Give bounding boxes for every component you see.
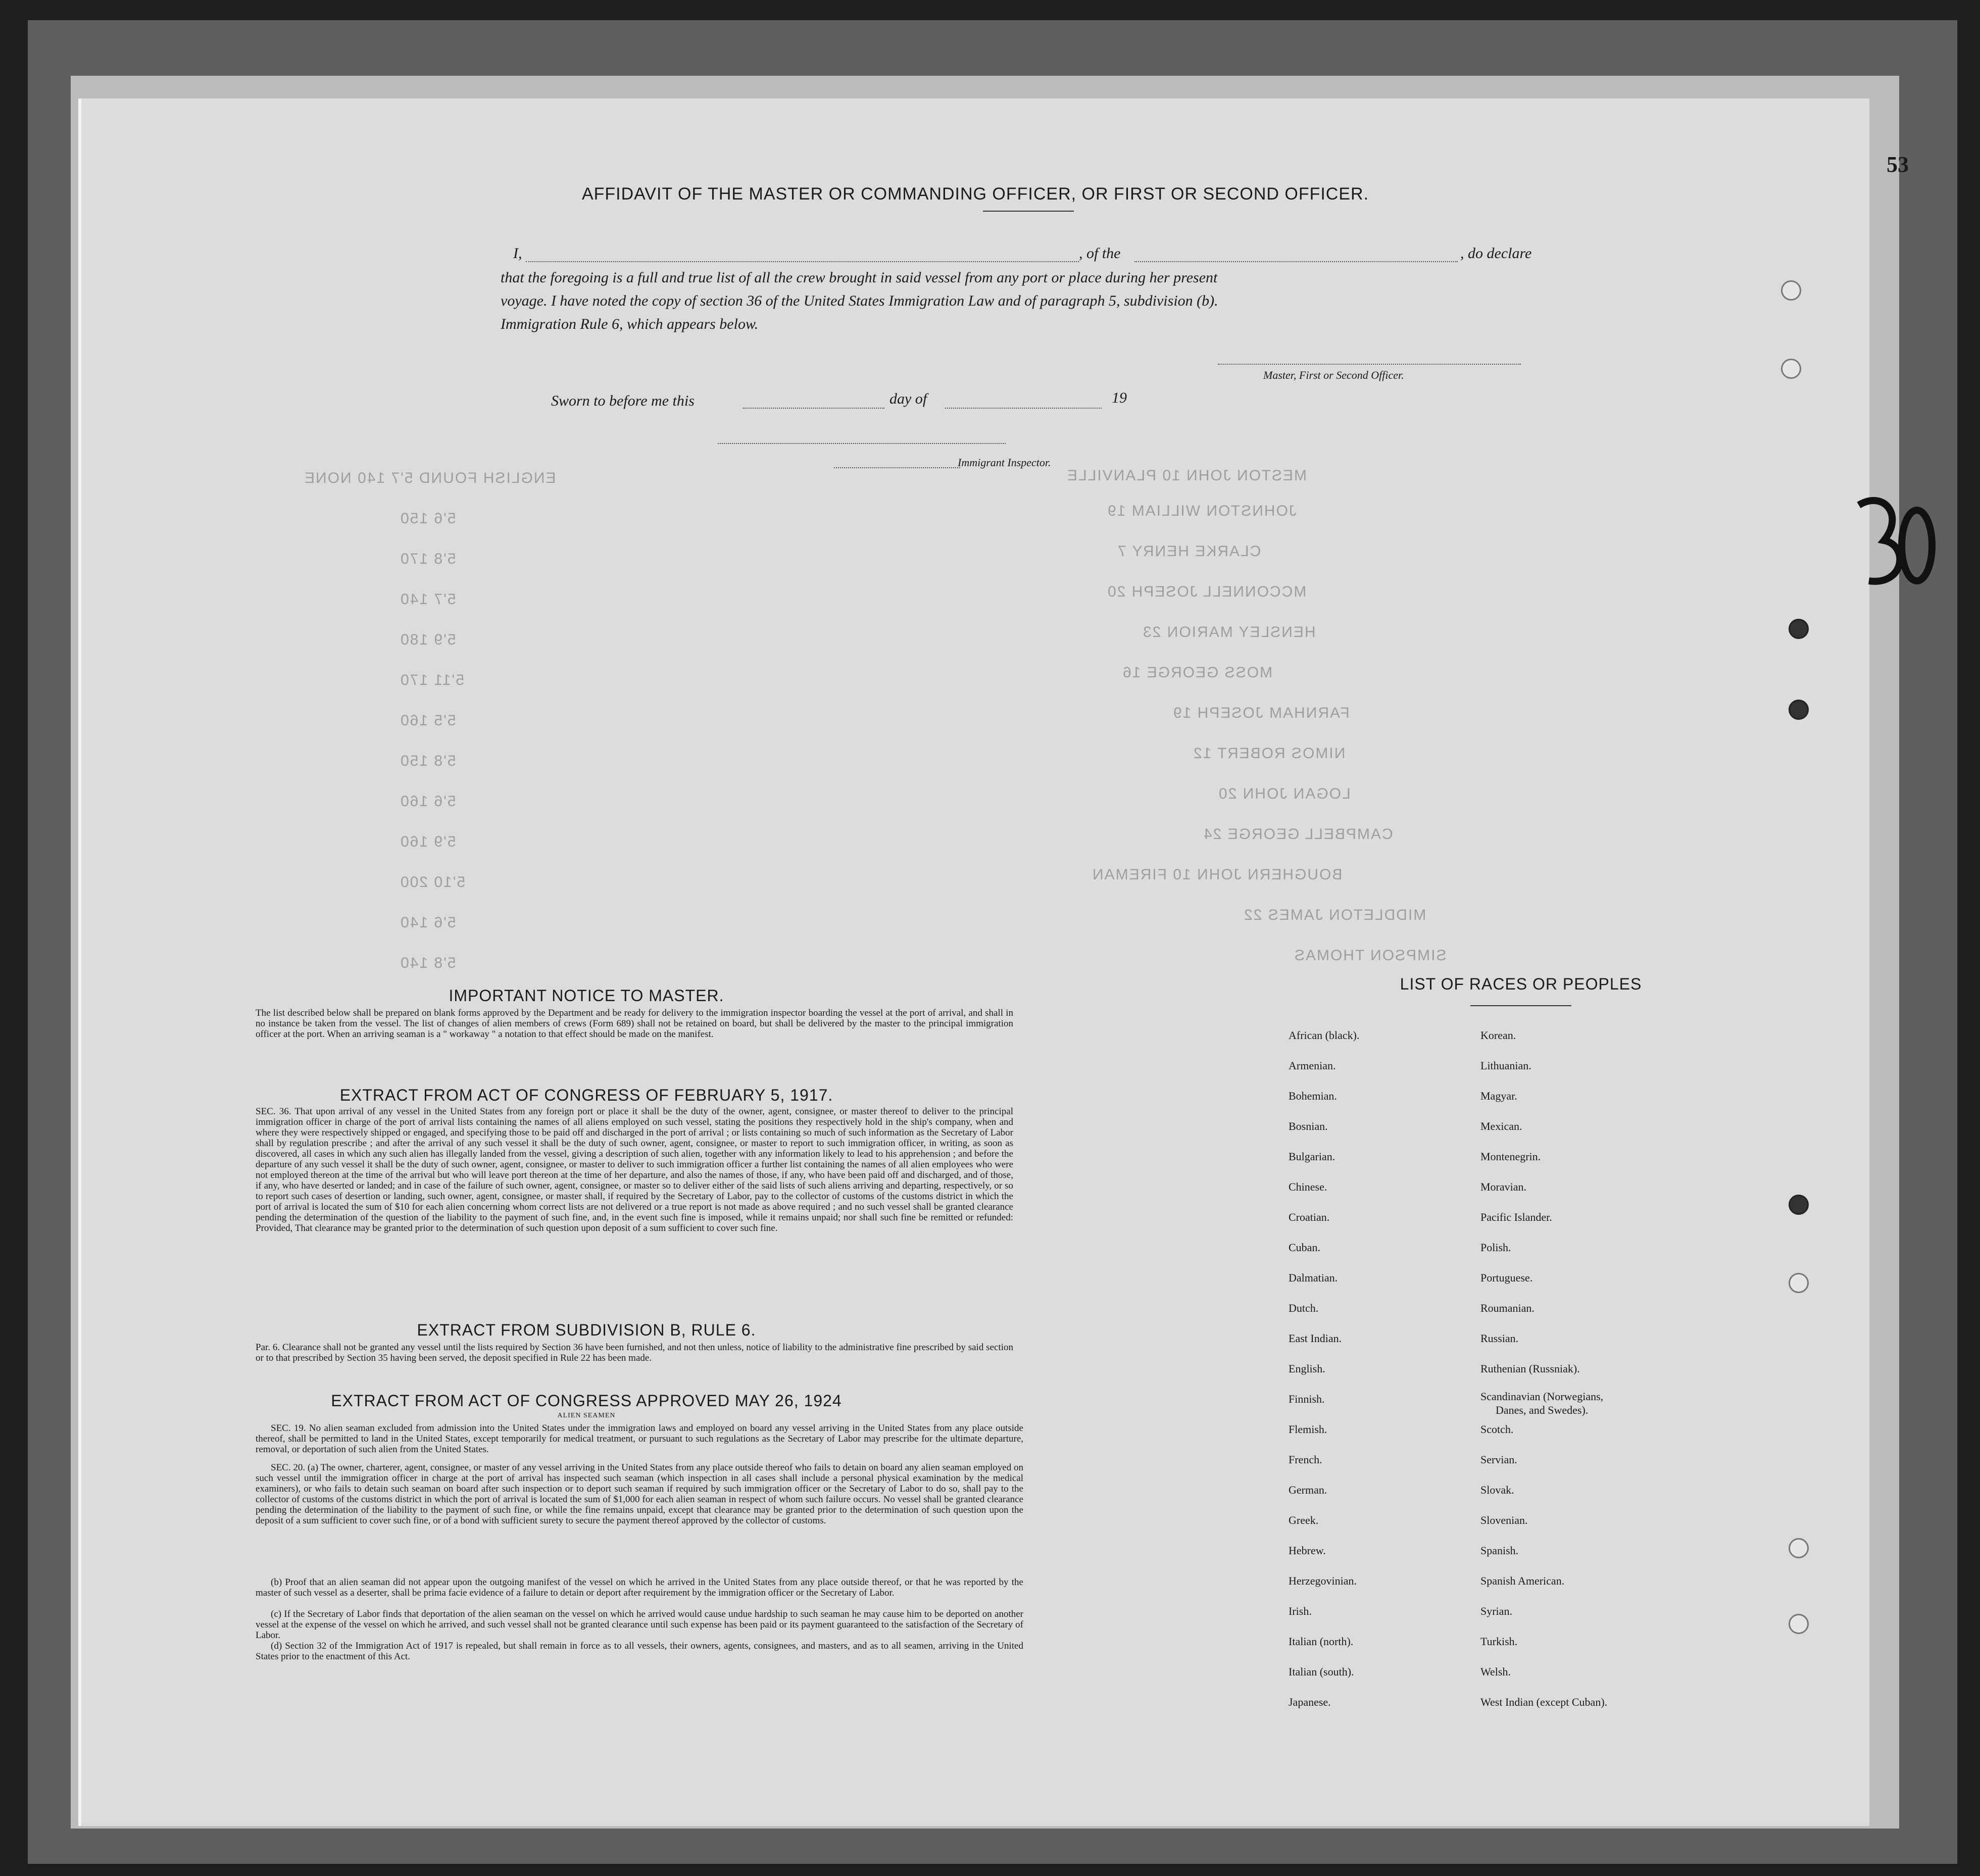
race-right-item: Turkish.: [1480, 1635, 1518, 1648]
race-left-item: Bosnian.: [1289, 1120, 1328, 1132]
race-left-item: Herzegovinian.: [1289, 1574, 1357, 1587]
punch-hole: [1789, 1614, 1809, 1634]
notice-text: The list described below shall be prepared on blank forms approved by the Department and be ready for delivery to the immigration inspector boarding the vessel at the port of arrival, and shall in no instance be taken from the vessel. The list of changes of alien members of crews (Form 689) shall not be retained on board, but shall be delivered by the master to the principal immigration officer at the port. When an arriving seaman is a " workaway " a notation to that effect should be made on the manifest.: [256, 1008, 1013, 1040]
punch-hole: [1789, 1538, 1809, 1558]
bleed-through-text: 5'8 170: [400, 551, 456, 567]
race-right-item: Scandinavian (Norwegians,: [1480, 1390, 1604, 1403]
race-right-item: Spanish.: [1480, 1544, 1519, 1557]
punch-hole: [1789, 1273, 1809, 1293]
bleed-through-text: MIDDLETON JAMES 22: [1243, 907, 1426, 923]
bleed-through-text: BOUGHERN JOHN 10 FIREMAN: [1092, 866, 1343, 883]
extract-1917-title: EXTRACT FROM ACT OF CONGRESS OF FEBRUARY 5, 1917.: [339, 1086, 833, 1104]
punch-hole: [1789, 700, 1809, 720]
extract-rule6-text: Par. 6. Clearance shall not be granted any vessel until the lists required by Section 36 have been furnished, and not then unless, notice of liability to the administrative fine prescribed by said section or to that prescribed by Section 35 having been served, the deposit specified in Rule 22 has been made.: [256, 1342, 1013, 1363]
day-blank: [743, 408, 884, 409]
race-right-item: Magyar.: [1480, 1090, 1517, 1102]
name-blank: [526, 261, 1079, 262]
sworn-text: Sworn to before me this: [551, 392, 695, 409]
bleed-through-text: 5'7 140: [400, 591, 456, 608]
bleed-through-text: LOGAN JOHN 20: [1218, 785, 1351, 802]
bleed-through-text: 5'9 160: [400, 833, 456, 850]
extract-1924-sec20c: (c) If the Secretary of Labor finds that deportation of the alien seaman on the vessel on which he arrived would cause undue hardship to such seaman he may cause him to be deported on another vessel at the expense of the vessel on which he arrived, and such vessel shall not be granted clearance until such expense has been paid or its payment guaranteed to the satisfaction of the Secretary of Labor.: [256, 1609, 1023, 1641]
punch-hole: [1781, 280, 1801, 301]
race-right-item: Slovenian.: [1480, 1514, 1528, 1526]
inspector-caption: Immigrant Inspector.: [958, 456, 1051, 469]
race-right-item: Lithuanian.: [1480, 1059, 1531, 1072]
race-left-item: Flemish.: [1289, 1423, 1327, 1436]
race-left-item: Chinese.: [1289, 1180, 1327, 1193]
race-right-item: West Indian (except Cuban).: [1480, 1696, 1608, 1708]
extract-rule6-title: EXTRACT FROM SUBDIVISION B, RULE 6.: [417, 1321, 756, 1339]
race-right-item: Russian.: [1480, 1332, 1519, 1345]
page-number: 53: [1887, 152, 1909, 177]
bleed-through-text: 5'6 140: [400, 914, 456, 931]
race-left-item: Dutch.: [1289, 1302, 1319, 1314]
race-right-item: Roumanian.: [1480, 1302, 1534, 1314]
extract-1924-subtitle: ALIEN SEAMEN: [557, 1412, 616, 1419]
race-left-item: Irish.: [1289, 1605, 1312, 1617]
notice-title: IMPORTANT NOTICE TO MASTER.: [449, 986, 724, 1005]
bleed-through-text: CLARKE HENRY 7: [1117, 543, 1261, 560]
race-right-item: Mexican.: [1480, 1120, 1522, 1132]
bleed-through-text: 5'8 140: [400, 955, 456, 971]
affidavit-line-3: voyage. I have noted the copy of section 36 of the United States Immigration Law and of paragraph 5, subdivision (b).: [501, 292, 1218, 309]
race-left-item: African (black).: [1289, 1029, 1360, 1042]
bleed-through-text: FARNHAM JOSEPH 19: [1172, 705, 1350, 721]
year-prefix: 19: [1112, 389, 1127, 406]
inspector-signature-line: [718, 443, 1006, 444]
race-right-item: Slovak.: [1480, 1484, 1514, 1496]
title-underline: [983, 211, 1074, 212]
race-left-item: German.: [1289, 1484, 1327, 1496]
race-right-item: Korean.: [1480, 1029, 1516, 1042]
race-right-item: Montenegrin.: [1480, 1150, 1541, 1163]
affidavit-i: I,: [513, 245, 522, 262]
document-page: [78, 98, 1869, 1826]
race-left-item: Cuban.: [1289, 1241, 1320, 1254]
bleed-through-text: 5'8 150: [400, 753, 456, 769]
races-title: LIST OF RACES OR PEOPLES: [1400, 975, 1642, 993]
day-of-text: day of: [889, 390, 927, 407]
bleed-through-text: CAMPBELL GEORGE 24: [1203, 826, 1393, 843]
race-left-item: French.: [1289, 1453, 1322, 1466]
punch-hole: [1781, 359, 1801, 379]
officer-caption: Master, First or Second Officer.: [1263, 369, 1404, 381]
vessel-blank: [1134, 261, 1458, 262]
race-right-item: Pacific Islander.: [1480, 1211, 1552, 1223]
race-left-item: Bulgarian.: [1289, 1150, 1335, 1163]
bleed-through-text: 5'6 150: [400, 510, 456, 527]
bleed-through-text: NIMOS ROBERT 12: [1193, 745, 1346, 762]
race-left-item: Finnish.: [1289, 1393, 1325, 1405]
race-left-item: Hebrew.: [1289, 1544, 1326, 1557]
handwritten-mark: [1839, 485, 1940, 606]
bleed-through-text: ENGLISH FOUND 5'7 140 NONE: [304, 470, 556, 486]
race-right-item: Servian.: [1480, 1453, 1517, 1466]
affidavit-line-4: Immigration Rule 6, which appears below.: [501, 316, 759, 332]
extract-1917-text: SEC. 36. That upon arrival of any vessel in the United States from any foreign port or place it shall be the duty of the owner, agent, consignee, or master thereof to deliver to the principal immigration officer in charge of the port of arrival lists containing the names of all aliens employed on such vessel, stating the positions they respectively hold in the ship's company, when and where they were respectively shipped or engaged, and specifying those to be paid off and discharged in the port of arrival ; or lists containing so much of such information as the Secretary of Labor shall by regulation prescribe ; and after the arrival of any such vessel it shall be the duty of such owner, agent, consignee, or master to report to such immigration officer, in writing, as soon as discovered, all cases in which any such alien has illegally landed from the vessel, giving a description of such alien, together with any information likely to lead to his apprehension ; and before the departure of any such vessel it shall be the duty of such owner, agent, consignee, or master to deliver to such immigration officer a further list containing the names of all alien employees who were not employed thereon at the time of the arrival but who will leave port thereon at the time of her departure, and also the names of those, if any, who have been paid off and discharged, and of those, if any, who have deserted or landed; and in case of the failure of such owner, agent, consignee, or master so to deliver either of the said lists of such aliens arriving and departing, respectively, or so to report such cases of desertion or landing, such owner, agent, consignee, or master shall, if required by the Secretary of Labor, pay to the collector of customs of the customs district in which the port of arrival is located the sum of $10 for each alien concerning whom correct lists are not delivered or a true report is not made as above required ; and no such vessel shall be granted clearance pending the determination of the question of the liability to the payment of such fine, and, in the event such fine is imposed, while it remains unpaid; nor shall such fine be remitted or refunded: Provided, That clearance may be granted prior to the determination of such question upon deposit of a sum sufficient to cover such fine.: [256, 1106, 1013, 1233]
bleed-through-text: HENSLEY MARION 23: [1142, 624, 1316, 640]
month-blank: [945, 408, 1102, 409]
race-right-item: Ruthenian (Russniak).: [1480, 1362, 1580, 1375]
bleed-through-text: 5'9 180: [400, 631, 456, 648]
race-left-item: Greek.: [1289, 1514, 1319, 1526]
bleed-through-text: 5'6 160: [400, 793, 456, 810]
race-right-item: Moravian.: [1480, 1180, 1527, 1193]
affidavit-do-declare: , do declare: [1460, 245, 1532, 262]
inspector-short-line: [834, 467, 960, 468]
extract-1924-sec20d: (d) Section 32 of the Immigration Act of 1917 is repealed, but shall remain in force as to all vessels, their owners, agents, consignees, and masters, and as to all seamen, arriving in the United States prior to the enactment of this Act.: [256, 1641, 1023, 1662]
race-right-item: Syrian.: [1480, 1605, 1512, 1617]
extract-1924-sec20a: SEC. 20. (a) The owner, charterer, agent, consignee, or master of any vessel arriving in the United States from any place outside thereof who fails to detain on board any alien seaman employed on such vessel until the immigration officer in charge at the port of arrival has inspected such seaman (which inspection in all cases shall include a personal physical examination by the medical examiners), or who fails to detain such seaman on board after such inspection or to deport such seaman if required by such immigration officer or the Secretary of Labor to do so, shall pay to the collector of customs of the customs district in which the port of arrival is located the sum of $1,000 for each alien seaman in respect of whom such failure occurs. No vessel shall be granted clearance pending the determination of the liability to the payment of such fine, or while the fine remains unpaid, except that clearance may be granted prior to the determination of such question upon the deposit of a sum sufficient to cover such fine, or of a bond with sufficient surety to secure the payment thereof approved by the collector of customs.: [256, 1462, 1023, 1526]
bleed-through-text: 5'5 160: [400, 712, 456, 729]
bleed-through-text: MCCONNELL JOSEPH 20: [1107, 583, 1307, 600]
extract-1924-title: EXTRACT FROM ACT OF CONGRESS APPROVED MAY 26, 1924: [331, 1392, 842, 1410]
races-underline: [1470, 1005, 1571, 1006]
race-left-item: Bohemian.: [1289, 1090, 1337, 1102]
bleed-through-text: JOHNSTON WILLIAM 19: [1107, 503, 1297, 519]
affidavit-title: AFFIDAVIT OF THE MASTER OR COMMANDING OFFICER, OR FIRST OR SECOND OFFICER.: [581, 184, 1369, 204]
race-right-item: Spanish American.: [1480, 1574, 1565, 1587]
race-right-item: Polish.: [1480, 1241, 1511, 1254]
race-left-item: Croatian.: [1289, 1211, 1330, 1223]
race-left-item: Italian (south).: [1289, 1665, 1354, 1678]
affidavit-line-2: that the foregoing is a full and true list of all the crew brought in said vessel from any port or place during her present: [501, 269, 1218, 286]
race-left-item: Armenian.: [1289, 1059, 1336, 1072]
race-right-item-continued: Danes, and Swedes).: [1496, 1404, 1589, 1416]
race-right-item: Welsh.: [1480, 1665, 1511, 1678]
bleed-through-text: SIMPSON THOMAS: [1294, 947, 1447, 964]
race-left-item: Italian (north).: [1289, 1635, 1354, 1648]
bleed-through-text: MESTON JOHN 10 PLANVILLE: [1066, 467, 1307, 484]
extract-1924-sec19: SEC. 19. No alien seaman excluded from admission into the United States under the immigration laws and employed on board any vessel arriving in the United States from any place outside thereof, shall be permitted to land in the United States, except temporarily for medical treatment, or pursuant to such regulations as the Secretary of Labor may prescribe for the ultimate departure, removal, or deportation of such alien from the United States.: [256, 1423, 1023, 1455]
race-right-item: Scotch.: [1480, 1423, 1514, 1436]
bleed-through-text: 5'10 200: [400, 874, 466, 891]
punch-hole: [1789, 619, 1809, 639]
race-right-item: Portuguese.: [1480, 1271, 1533, 1284]
officer-signature-line: [1218, 364, 1521, 365]
race-left-item: East Indian.: [1289, 1332, 1342, 1345]
bleed-through-text: 5'11 170: [400, 672, 464, 688]
race-left-item: Dalmatian.: [1289, 1271, 1338, 1284]
race-left-item: Japanese.: [1289, 1696, 1331, 1708]
extract-1924-sec20b: (b) Proof that an alien seaman did not appear upon the outgoing manifest of the vessel on which he arrived in the United States from any place outside thereof, or that he was reported by the master of such vessel as a deserter, shall be prima facie evidence of a failure to detain or deport after requirement by the immigration officer or the Secretary of Labor.: [256, 1577, 1023, 1598]
bleed-through-text: MOSS GEORGE 16: [1122, 664, 1273, 681]
punch-hole: [1789, 1195, 1809, 1215]
race-left-item: English.: [1289, 1362, 1325, 1375]
affidavit-of-the: , of the: [1079, 245, 1121, 262]
